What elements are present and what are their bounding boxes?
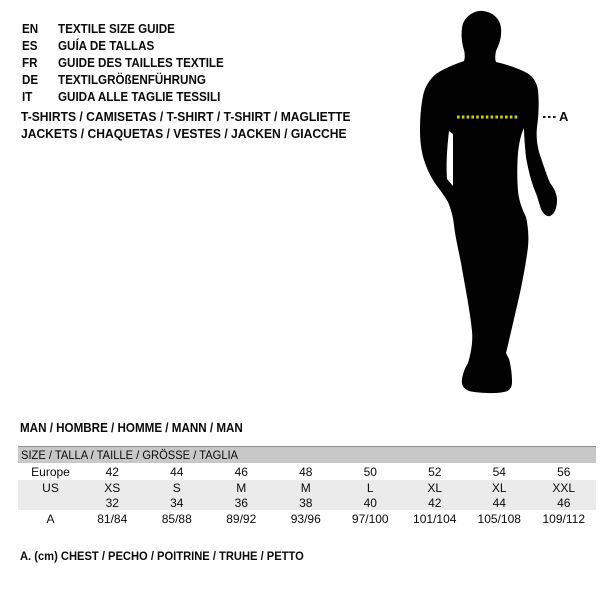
size-cell: L [366, 480, 374, 495]
size-cell: M [236, 480, 247, 495]
language-row [22, 89, 236, 106]
size-cell: XL [491, 480, 507, 495]
size-cell: M [300, 480, 311, 495]
size-cell: 32 [105, 495, 119, 510]
measurement-footnote: A. (cm) CHEST / PECHO / POITRINE / TRUHE / PETTO [20, 549, 304, 563]
table-row-us-numeric [18, 495, 596, 510]
size-cell: 50 [363, 464, 377, 479]
language-code: IT [22, 90, 33, 104]
size-table [18, 446, 596, 527]
size-cell: 85/88 [161, 511, 192, 526]
size-cell: 93/96 [290, 511, 321, 526]
size-cell: 109/112 [542, 511, 585, 526]
language-code: ES [22, 39, 38, 53]
size-table-header: SIZE / TALLA / TAILLE / GRÖSSE / TAGLIA [18, 447, 596, 463]
language-row [22, 72, 236, 89]
size-cell: 38 [299, 495, 313, 510]
category-line-jackets: JACKETS / CHAQUETAS / VESTES / JACKEN / GIACCHE [21, 125, 347, 141]
size-cell: XXL [552, 480, 576, 495]
size-cell: 42 [428, 495, 442, 510]
language-label: TEXTILGRÖßENFÜHRUNG [58, 73, 206, 87]
language-row [22, 21, 236, 38]
size-cell: 97/100 [351, 511, 389, 526]
size-cell: 89/92 [226, 511, 257, 526]
language-label: GUIDE DES TAILLES TEXTILE [58, 56, 224, 70]
size-cell: 40 [363, 495, 377, 510]
language-code: EN [22, 22, 39, 36]
size-cell: S [172, 480, 181, 495]
measure-label-a: A [559, 109, 569, 124]
man-figure [385, 0, 585, 400]
size-cell: 44 [170, 464, 184, 479]
language-title-block [22, 21, 236, 106]
size-cell: 42 [105, 464, 119, 479]
size-cell: 105/108 [477, 511, 521, 526]
size-cell: 81/84 [97, 511, 128, 526]
size-cell: 101/104 [413, 511, 457, 526]
table-row-us [18, 480, 596, 495]
size-cell: 44 [492, 495, 506, 510]
size-cell: 56 [557, 464, 571, 479]
man-silhouette [385, 0, 585, 400]
size-cell: 46 [234, 464, 248, 479]
size-cell: 36 [234, 495, 248, 510]
language-code: DE [22, 73, 39, 87]
language-row [22, 55, 236, 72]
row-label: US [42, 480, 59, 495]
section-title-man: MAN / HOMBRE / HOMME / MANN / MAN [20, 421, 243, 435]
size-cell: XS [104, 480, 121, 495]
table-row-chest [18, 510, 596, 527]
size-cell: 54 [492, 464, 506, 479]
size-cell: 46 [557, 495, 571, 510]
category-line-tshirts: T-SHIRTS / CAMISETAS / T-SHIRT / T-SHIRT / MAGLIETTE [21, 109, 351, 124]
language-row [22, 38, 236, 55]
size-cell: 48 [299, 464, 313, 479]
size-cell: 34 [170, 495, 184, 510]
table-row-europe [18, 463, 596, 480]
row-label: A [46, 511, 55, 526]
category-block [21, 109, 375, 142]
row-label: Europe [31, 464, 70, 479]
language-code: FR [22, 56, 38, 70]
language-label: GUIDA ALLE TAGLIE TESSILI [58, 90, 221, 104]
size-cell: XL [427, 480, 443, 495]
language-label: GUÍA DE TALLAS [58, 39, 155, 53]
size-cell: 52 [428, 464, 442, 479]
language-label: TEXTILE SIZE GUIDE [58, 22, 175, 36]
